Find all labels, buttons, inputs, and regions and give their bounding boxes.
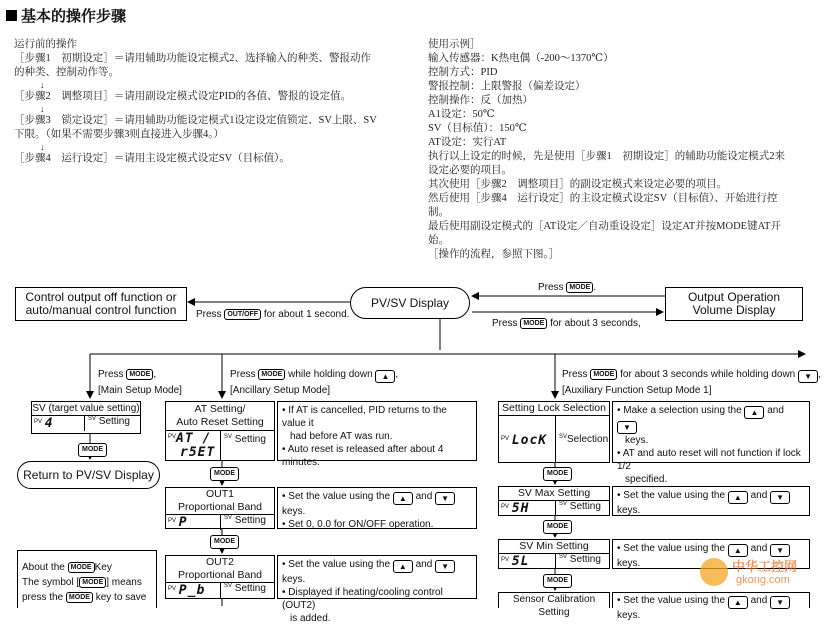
up-key-icon: ▲ — [375, 370, 395, 383]
step1-line1: ［步骤1 初期设定］＝请用辅助功能设定模式2、选择输入的种类、警报动作 — [14, 53, 371, 64]
seg-display: 5H — [511, 501, 530, 516]
sv-min-notes-box: • Set the value using the ▲ and ▼ keys. — [612, 539, 810, 569]
mode-key-icon: MODE — [590, 369, 617, 380]
down-key-icon: ▼ — [770, 491, 790, 504]
down-key-icon: ▼ — [435, 560, 455, 573]
mode-key-icon: MODE — [78, 443, 107, 457]
example-line: 其次使用［步骤2 调整项目］的副设定模式来设定必要的项目。 — [428, 179, 728, 190]
down-key-icon: ▼ — [770, 596, 790, 609]
example-line: 输入传感器：K热电偶（-200～1370℃） — [428, 53, 614, 64]
at-setting-box: AT Setting/ Auto Reset Setting $^{PV}$AT / r5ET $^{SV}$ Setting — [165, 401, 275, 461]
mode-key-icon: MODE — [68, 562, 95, 573]
press-out-label: Press OUT/OFF for about 1 second. — [196, 309, 350, 320]
gear-icon — [700, 558, 728, 586]
auxiliary-setup-branch-label: Press MODE for about 3 seconds while holding down ▼ , [Auxiliary Function Setup Mode 1] — [562, 369, 821, 396]
sensor-calibration-box: Sensor Calibration Setting — [498, 592, 610, 608]
press-mode-top-label: Press MODE . — [538, 282, 597, 293]
sensor-notes-box: • Set the value using the ▲ and ▼ keys. — [612, 592, 810, 608]
mode-key-icon: MODE — [126, 369, 153, 380]
sv-max-box: SV Max Setting $^{PV}$ 5H $^{SV}$ Setting — [498, 486, 610, 516]
out2-prop-band-box: OUT2 Proportional Band $^{PV}$ P_b $^{SV}$ Setting — [165, 555, 275, 599]
sv-min-box: SV Min Setting $^{PV}$ 5L $^{SV}$ Setting — [498, 539, 610, 569]
down-key-icon: ▼ — [770, 544, 790, 557]
step3-line1: ［步骤3 锁定设定］＝请用辅助功能设定模式1设定设定值锁定、SV上限、SV — [14, 115, 377, 126]
at-notes-box: • If AT is cancelled, PID returns to the value it had before AT was run. • Auto reset is released after about 4 minutes. — [277, 401, 477, 461]
example-line: 控制操作：反（加热） — [428, 95, 533, 106]
seg-display: 5L — [511, 554, 530, 569]
press-3sec-label: Press MODE for about 3 seconds, — [492, 318, 641, 329]
left-heading: 运行前的操作 — [14, 39, 77, 50]
mode-key-icon: MODE — [210, 467, 239, 481]
up-key-icon: ▲ — [728, 544, 748, 557]
ancillary-setup-branch-label: Press MODE while holding down ▲ , [Ancillary Setup Mode] — [230, 369, 399, 396]
step1-line2: 的种类、控制动作等。 — [14, 67, 119, 78]
up-key-icon: ▲ — [393, 560, 413, 573]
sv-max-notes-box: • Set the value using the ▲ and ▼ keys. — [612, 486, 810, 516]
example-line: 执行以上设定的时候，先是使用［步骤1 初期设定］的辅助功能设定模式2来 — [428, 151, 785, 162]
seg-display: 4 — [44, 416, 54, 431]
mode-key-icon: MODE — [566, 282, 593, 293]
about-mode-key-box: About the MODE Key The symbol [ MODE ] means press the MODE key to save — [17, 550, 157, 608]
output-volume-display-box: Output Operation Volume Display — [665, 287, 803, 321]
seg-display: AT / — [176, 431, 212, 446]
down-key-icon: ▼ — [617, 421, 637, 434]
down-key-icon: ▼ — [798, 370, 818, 383]
example-line: SV（目标值）：150℃ — [428, 123, 527, 134]
watermark: 中华工控网 gkong.com — [700, 556, 820, 596]
setting-lock-box: Setting Lock Selection $^{PV}$ LocK $^{SV}$Selection — [498, 401, 610, 463]
mode-key-icon: MODE — [520, 318, 547, 329]
example-line: 制。 — [428, 207, 449, 218]
example-line: 始。 — [428, 235, 449, 246]
seg-display: P_b — [178, 583, 206, 598]
up-key-icon: ▲ — [728, 491, 748, 504]
example-line: 最后使用副设定模式的［AT设定／自动重设设定］设定AT并按MODE键AT开 — [428, 221, 781, 232]
step2-line: ［步骤2 调整项目］＝请用副设定模式设定PID的各值、警报的设定值。 — [14, 91, 352, 102]
step-arrow-icon: ↓ — [40, 80, 45, 90]
mode-key-icon: MODE — [79, 577, 106, 588]
sv-target-box: SV (target value setting) $^{PV}$ 4 $^{SV}$ Setting — [31, 401, 141, 434]
example-line: A1设定：50℃ — [428, 109, 495, 120]
example-line: ［操作的流程，参照下图。］ — [428, 249, 560, 260]
out2-notes-box: • Set the value using the ▲ and ▼ keys. • Displayed if heating/cooling control (OUT2) is added. — [277, 555, 477, 599]
out1-prop-band-box: OUT1 Proportional Band $^{PV}$ P $^{SV}$ Setting — [165, 487, 275, 529]
seg-display: P — [178, 515, 188, 530]
page-title: 基本的操作步骤 — [6, 5, 126, 26]
seg-display: r5ET — [180, 445, 216, 460]
step-arrow-icon: ↓ — [40, 142, 45, 152]
control-output-off-box: Control output off function or auto/manual control function — [15, 287, 187, 321]
mode-key-icon: MODE — [258, 369, 285, 380]
step4-line: ［步骤4 运行设定］＝请用主设定模式设定SV（目标值）。 — [14, 153, 290, 164]
pv-sv-display-node: PV/SV Display — [350, 287, 470, 319]
example-line: 控制方式：PID — [428, 67, 498, 78]
example-line: 警报控制：上限警报（偏差设定） — [428, 81, 586, 92]
example-line: 设定必要的项目。 — [428, 165, 512, 176]
mode-key-icon: MODE — [543, 574, 572, 588]
mode-key-icon: MODE — [66, 592, 93, 603]
up-key-icon: ▲ — [744, 406, 764, 419]
example-line: AT设定：实行AT — [428, 137, 507, 148]
lock-notes-box: • Make a selection using the ▲ and ▼ keys. • AT and auto reset will not function if lock 1/2 specified. — [612, 401, 810, 463]
out-off-key-icon: OUT/OFF — [224, 309, 261, 320]
out1-notes-box: • Set the value using the ▲ and ▼ keys. • Set 0, 0.0 for ON/OFF operation. — [277, 487, 477, 529]
up-key-icon: ▲ — [393, 492, 413, 505]
step-arrow-icon: ↓ — [40, 104, 45, 114]
example-heading: 使用示例］ — [428, 39, 481, 50]
return-pvsv-node: Return to PV/SV Display — [17, 461, 160, 489]
seg-display: LocK — [511, 433, 548, 448]
down-key-icon: ▼ — [435, 492, 455, 505]
example-line: 然后使用［步骤4 运行设定］的主设定模式设定SV（目标值）、开始进行控 — [428, 193, 778, 204]
main-setup-branch-label: Press MODE , [Main Setup Mode] — [98, 369, 182, 396]
mode-key-icon: MODE — [543, 467, 572, 481]
step3-line2: 下限。（如果不需要步骤3则直接进入步骤4。） — [14, 129, 224, 140]
up-key-icon: ▲ — [728, 596, 748, 609]
mode-key-icon: MODE — [543, 520, 572, 534]
mode-key-icon: MODE — [210, 535, 239, 549]
